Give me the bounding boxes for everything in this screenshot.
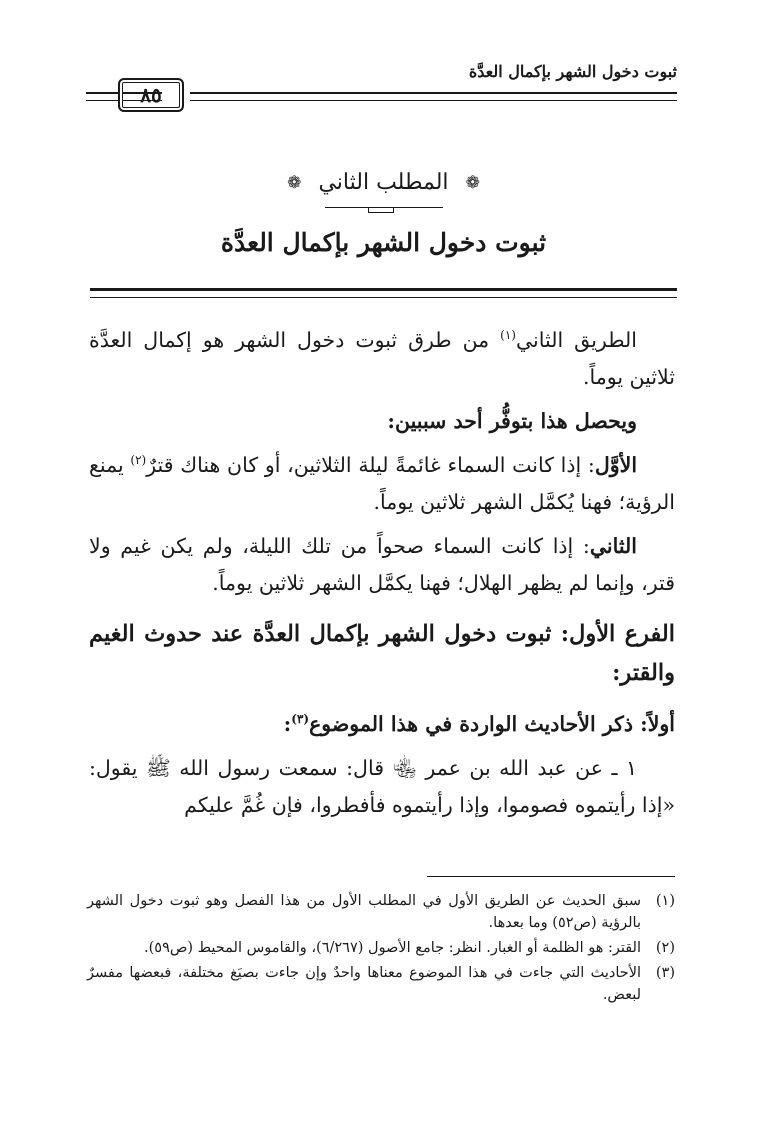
footnotes [87, 890, 675, 1009]
footnote-ref-3[interactable]: (٣) [291, 712, 310, 727]
footnote-number: (٣) [655, 965, 675, 981]
paragraph-3: الأوَّل: إذا كانت السماء غائمةً ليلة الثلاثين، أو كان هناك قترٌ$^{(٢)}$ يمنع الرؤية؛ فهنا يُكمَّل الشهر ثلاثين يوماً. [89, 453, 675, 514]
second-reason-label: الثاني [589, 534, 637, 558]
title-rule [90, 288, 677, 298]
section-heading [0, 170, 767, 195]
footnote-text: الأحاديث التي جاءت في هذا الموضوع معناها واحدٌ وإن جاءت بصيَغ مختلفة، فبعضها مفسرٌ لبعض. [87, 965, 641, 1003]
ornament-left-icon: ❁ [287, 172, 302, 193]
footnote-separator [427, 876, 675, 877]
paragraph-4: الثاني: إذا كانت السماء صحواً من تلك الليلة، ولم يكن غيم ولا قتر، وإنما لم يظهر الهلال؛ فهنا يكمَّل الشهر ثلاثين يوماً. [89, 534, 675, 595]
footnote-number: (٢) [655, 940, 675, 956]
main-title: ثبوت دخول الشهر بإكمال العدَّة [220, 228, 547, 257]
section-subtitle: المطلب الثاني [318, 170, 449, 195]
ornament-right-icon: ❁ [465, 172, 480, 193]
page-number: ٨٥ [118, 78, 184, 112]
hadith-paragraph: ١ ـ عن عبد الله بن عمر ﵄ قال: سمعت رسول الله ﷺ يقول: «إذا رأيتموه فصوموا، وإذا رأيتموه فأفطروا، فإن غُمَّ عليكم [89, 756, 675, 817]
footnote-text: سبق الحديث عن الطريق الأول في المطلب الأول من هذا الفصل وهو ثبوت دخول الشهر بالرؤية (ص٥٢) وما بعدها. [87, 893, 641, 931]
heading-underline [325, 207, 443, 208]
footnote-text: القتر: هو الظلمة أو الغبار. انظر: جامع الأصول (٦/٢٦٧)، والقاموس المحيط (ص٥٩). [144, 940, 641, 956]
body-text [89, 322, 675, 824]
footnote-3 [87, 962, 675, 1006]
footnote-ref-2[interactable]: (٢) [130, 453, 147, 468]
footnote-1 [87, 890, 675, 934]
footnote-number: (١) [655, 893, 675, 909]
branch-label: الفرع الأول: [560, 621, 675, 647]
subsection-heading: أولاً: ذكر الأحاديث الواردة في هذا الموضوع$^{(٣)}$: [283, 712, 675, 736]
branch-heading: الفرع الأول: ثبوت دخول الشهر بإكمال العدَّة عند حدوث الغيم والقتر: [89, 621, 675, 686]
footnote-ref-1[interactable]: (١) [500, 328, 516, 343]
first-reason-label: الأوَّل [594, 453, 638, 477]
running-title: ثبوت دخول الشهر بإكمال العدَّة [468, 62, 677, 81]
footnote-2 [87, 937, 675, 959]
header-rule-right [190, 92, 677, 101]
paragraph-2: ويحصل هذا بتوفُّر أحد سببين: [387, 409, 637, 433]
paragraph-1: الطريق الثاني$^{(١)}$ من طرق ثبوت دخول الشهر هو إكمال العدَّة ثلاثين يوماً. [89, 328, 675, 389]
